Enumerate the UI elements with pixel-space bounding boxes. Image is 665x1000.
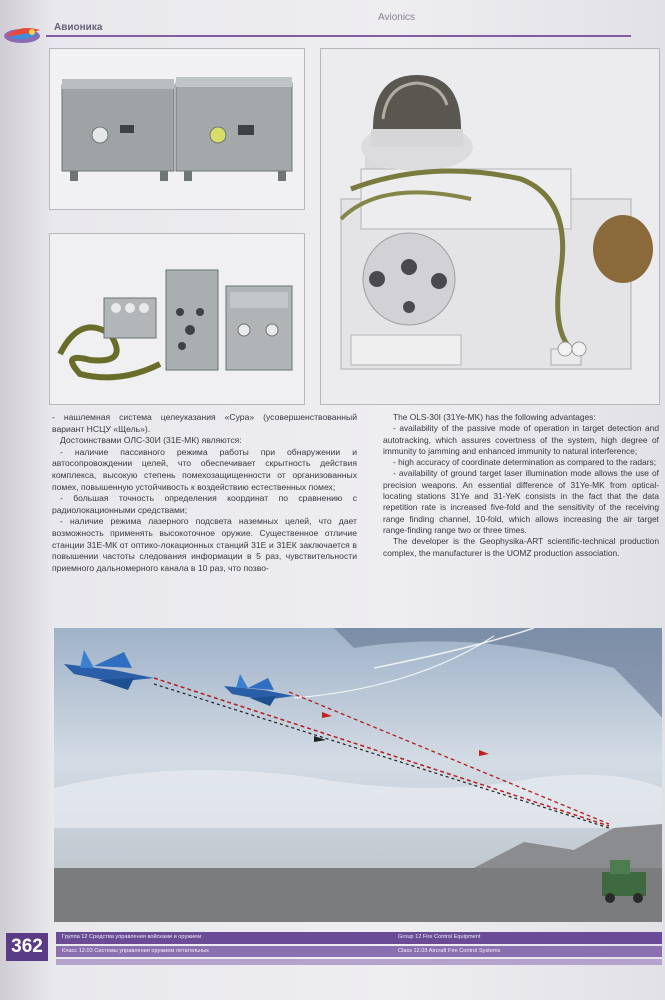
footer-class-en: Class 12.03 Aircraft Fire Control Systems [398, 948, 501, 954]
photo-control-units [49, 48, 305, 210]
paragraph: Достоинствами ОЛС-30И (31Е-МК) являются: [60, 435, 242, 446]
text-column-ru [52, 412, 357, 574]
paragraph: - наличие пассивного режима работы при обнаружении и автосопровождении целей, что обеспечивает скрытность действия комплекса, высокую степень помехозащищенности от организованных помех, повышенную устойчивость к воздействию естественных помех; [52, 446, 357, 492]
footer-bar [56, 959, 662, 965]
illustration-air-to-ground-targeting [54, 628, 662, 922]
paragraph: The developer is the Geophysika-ART scientific-technical production complex, the manufacturer is the UOMZ production association. [383, 536, 659, 558]
paragraph: - большая точность определения координат по сравнению с радиолокационными средствами; [52, 493, 357, 515]
photo-electronic-modules [49, 233, 305, 405]
section-title-ru: Авионика [54, 22, 103, 33]
header-rule [46, 35, 631, 37]
footer-group-ru: Группа 12 Средства управления войсками и оружием [62, 934, 202, 940]
section-title-en: Avionics [378, 12, 416, 23]
paragraph: - availability of ground target laser illumination mode allows the use of precision weapons. An essential difference of 31Ye-MK from optical-locating stations 31Ye and 31-YeK consists in the fact that the data repetition rate is increased five-fold and the sensitivity of the receiving range finding channel, 10-fold, which allows increasing the air target range-finding range two or three times. [383, 468, 659, 535]
paragraph: - нашлемная система целеуказания «Сура» (усовершенствованный вариант НСЦУ «Щель»). [52, 412, 357, 434]
paragraph: The OLS-30I (31Ye-MK) has the following advantages: [393, 412, 596, 422]
paragraph: - availability of the passive mode of operation in target detection and autotracking, which assures covertness of the system, high degree of immunity to jamming and enhanced immunity to natural interference; [383, 423, 659, 456]
footer-class-ru: Класс 12.03 Системы управления оружием летательных [62, 948, 209, 954]
page-number: 362 [6, 933, 48, 961]
paragraph: - наличие режима лазерного подсвета наземных целей, что дает возможность применять высокоточное оружие. Существенное отличие станции 31Е-МК от оптико-локационных станций 31Е и 31ЕК заключается в повышении частоты следования информации в 5 раз, чувствительности приемного дальномерного канала в 10 раз, что позво- [52, 516, 357, 573]
footer-group-en: Group 12 Fire Control Equipment [398, 934, 481, 940]
logo-icon [2, 22, 44, 46]
paragraph: - high accuracy of coordinate determination as compared to the radars; [393, 457, 657, 468]
text-column-en [383, 412, 659, 559]
photo-optical-locating-station [320, 48, 660, 405]
